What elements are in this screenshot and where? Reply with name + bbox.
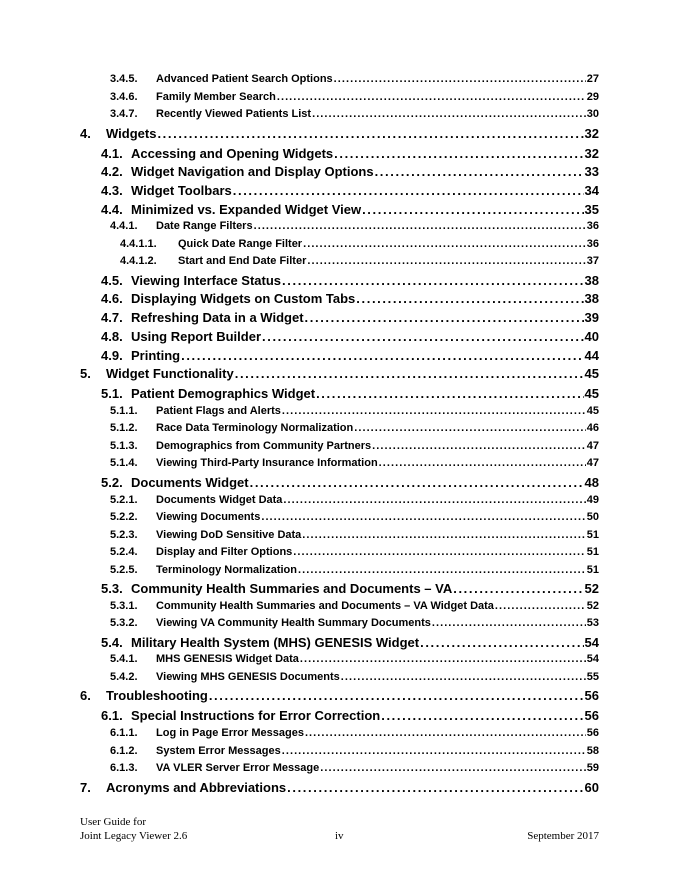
toc-dot-leader [250,475,584,490]
toc-entry-number: 4.7. [101,310,123,326]
footer-date: September 2017 [527,830,599,842]
toc-dot-leader [282,745,586,757]
toc-entry-number: 4.4.1. [110,220,138,233]
toc-entry-number: 6.1. [101,708,123,724]
toc-entry[interactable] [0,581,680,600]
toc-dot-leader [334,73,586,85]
toc-entry-title: System Error Messages [156,744,281,757]
toc-dot-leader [334,146,583,161]
toc-entry[interactable] [0,146,680,165]
toc-dot-leader [181,348,583,363]
toc-entry-title: Acronyms and Abbreviations [106,779,287,795]
toc-entry-title: Minimized vs. Expanded Widget View [131,201,362,217]
toc-entry-page: 36 [586,237,599,250]
toc-entry-title: Refreshing Data in a Widget [131,310,304,326]
footer-title-line-2: Joint Legacy Viewer 2.6 [80,830,188,842]
toc-dot-leader [453,581,583,596]
toc-entry-title: Viewing Third-Party Insurance Information [156,457,378,470]
toc-entry-number: 5.4.1. [110,653,138,666]
toc-dot-leader [261,511,585,523]
toc-entry[interactable] [0,708,680,727]
toc-entry-number: 5.2.5. [110,563,138,576]
toc-entry-number: 5.4. [101,634,123,650]
toc-dot-leader [233,183,584,198]
toc-entry-page: 37 [586,255,599,268]
toc-entry-number: 7. [80,779,91,795]
toc-entry[interactable] [0,671,680,689]
toc-entry-title: Widget Toolbars [131,182,232,198]
toc-entry-page: 56 [584,708,599,724]
toc-dot-leader [495,600,586,612]
toc-entry-number: 4.4.1.2. [120,255,157,268]
toc-entry-title: Patient Demographics Widget [131,386,316,402]
toc-entry-number: 4.4.1.1. [120,237,157,250]
toc-entry-page: 56 [586,727,599,740]
toc-entry-page: 34 [584,182,599,198]
toc-entry-page: 32 [584,125,599,141]
toc-entry[interactable] [0,405,680,423]
toc-entry[interactable] [0,422,680,440]
toc-entry[interactable] [0,635,680,654]
toc-entry-number: 5.2.4. [110,546,138,559]
toc-entry[interactable] [0,653,680,671]
toc-entry-page: 60 [584,779,599,795]
toc-entry-number: 4. [80,125,91,141]
toc-entry-number: 5. [80,366,91,382]
toc-entry[interactable] [0,617,680,635]
table-of-contents [0,73,680,800]
toc-entry-page: 54 [586,653,599,666]
toc-dot-leader [300,653,586,665]
toc-entry-page: 51 [586,546,599,559]
toc-dot-leader [235,366,584,381]
toc-entry-title: Family Member Search [156,90,276,103]
toc-dot-leader [287,780,583,795]
toc-entry-title: Race Data Terminology Normalization [156,422,354,435]
toc-dot-leader [375,164,584,179]
toc-entry[interactable] [0,126,680,146]
toc-entry-page: 59 [586,762,599,775]
toc-entry-title: Display and Filter Options [156,546,293,559]
toc-dot-leader [356,291,583,306]
toc-entry-number: 3.4.7. [110,108,138,120]
toc-dot-leader [432,617,586,629]
toc-entry-page: 52 [584,581,599,597]
toc-entry-title: Documents Widget [131,474,249,490]
toc-entry-number: 6.1.2. [110,744,138,757]
toc-entry-page: 51 [586,563,599,576]
toc-entry-page: 35 [584,201,599,217]
toc-entry-page: 40 [584,328,599,344]
toc-entry-number: 6. [80,688,91,704]
toc-entry-number: 5.1.3. [110,439,138,452]
toc-entry-title: Community Health Summaries and Documents – VA [131,581,453,597]
toc-entry-title: Terminology Normalization [156,563,297,576]
toc-entry-page: 54 [584,634,599,650]
toc-entry-title: Recently Viewed Patients List [156,108,312,120]
toc-entry[interactable] [0,564,680,582]
toc-entry-number: 5.1.1. [110,404,138,417]
toc-dot-leader [298,564,586,576]
toc-entry-title: Documents Widget Data [156,493,283,506]
toc-dot-leader [372,440,586,452]
footer-page-number: iv [335,830,344,842]
toc-entry-number: 5.2.1. [110,493,138,506]
toc-entry-number: 3.4.5. [110,73,138,85]
toc-entry[interactable] [0,291,680,310]
toc-entry-number: 5.1.4. [110,457,138,470]
toc-entry-page: 49 [586,493,599,506]
toc-entry-title: Viewing MHS GENESIS Documents [156,670,340,683]
toc-entry-page: 39 [584,310,599,326]
toc-entry-page: 56 [584,688,599,704]
toc-entry[interactable] [0,202,680,221]
toc-dot-leader [420,635,583,650]
toc-entry-page: 48 [584,474,599,490]
toc-entry-page: 29 [586,90,599,103]
toc-entry-title: Viewing Documents [156,511,261,524]
toc-entry[interactable] [0,329,680,348]
toc-entry[interactable] [0,511,680,529]
toc-entry[interactable] [0,727,680,745]
toc-entry-title: Viewing Interface Status [131,272,282,288]
toc-dot-leader [303,238,586,250]
toc-dot-leader [283,494,585,506]
toc-dot-leader [293,546,585,558]
toc-entry-number: 5.2. [101,474,123,490]
footer-document-title [80,815,187,843]
toc-dot-leader [209,688,584,703]
toc-entry-title: Viewing DoD Sensitive Data [156,528,302,541]
toc-entry-title: Military Health System (MHS) GENESIS Widget [131,634,420,650]
toc-entry-page: 30 [586,108,599,120]
toc-entry-title: Advanced Patient Search Options [156,73,333,85]
toc-entry[interactable] [0,780,680,800]
toc-entry-title: Special Instructions for Error Correction [131,708,381,724]
toc-entry-page: 45 [584,386,599,402]
toc-dot-leader [341,671,586,683]
toc-entry-page: 55 [586,670,599,683]
toc-dot-leader [381,708,583,723]
toc-dot-leader [307,255,585,267]
toc-entry-title: Viewing VA Community Health Summary Documents [156,617,431,630]
toc-entry-number: 4.9. [101,347,123,363]
toc-entry-number: 5.1. [101,386,123,402]
toc-entry-page: 58 [586,744,599,757]
toc-entry-title: Printing [131,347,181,363]
toc-entry[interactable] [0,688,680,708]
toc-entry[interactable] [0,164,680,183]
toc-entry[interactable] [0,348,680,367]
toc-entry[interactable] [0,546,680,564]
toc-entry-number: 5.3. [101,581,123,597]
toc-entry[interactable] [0,310,680,329]
toc-entry-number: 6.1.1. [110,727,138,740]
toc-entry-page: 50 [586,511,599,524]
toc-entry-title: Using Report Builder [131,328,262,344]
toc-entry-number: 5.3.1. [110,599,138,612]
toc-entry-number: 6.1.3. [110,762,138,775]
toc-entry[interactable] [0,386,680,405]
toc-entry-page: 51 [586,528,599,541]
toc-entry-number: 4.3. [101,182,123,198]
toc-entry-title: VA VLER Server Error Message [156,762,320,775]
toc-entry-page: 46 [586,422,599,435]
toc-entry-number: 4.2. [101,164,123,180]
toc-entry-title: Patient Flags and Alerts [156,404,281,417]
toc-entry-title: Widgets [106,125,157,141]
toc-entry-page: 38 [584,272,599,288]
toc-dot-leader [379,457,586,469]
toc-entry[interactable] [0,529,680,547]
toc-entry-title: Start and End Date Filter [178,255,307,268]
toc-dot-leader [282,273,584,288]
toc-entry[interactable] [0,745,680,763]
toc-entry-page: 33 [584,164,599,180]
toc-entry-number: 3.4.6. [110,90,138,103]
toc-entry[interactable] [0,255,680,273]
toc-entry[interactable] [0,73,680,91]
toc-entry-page: 52 [586,599,599,612]
toc-entry[interactable] [0,238,680,256]
toc-entry[interactable] [0,273,680,292]
toc-dot-leader [362,202,583,217]
toc-entry-title: Community Health Summaries and Documents – VA Widget Data [156,599,494,612]
toc-entry-number: 5.2.2. [110,511,138,524]
toc-entry-page: 27 [586,73,599,85]
toc-entry-title: Widget Functionality [106,366,234,382]
toc-entry[interactable] [0,457,680,475]
toc-entry[interactable] [0,366,680,386]
toc-entry-title: MHS GENESIS Widget Data [156,653,299,666]
toc-dot-leader [302,529,585,541]
toc-entry-number: 4.1. [101,145,123,161]
toc-dot-leader [262,329,584,344]
toc-entry-page: 32 [584,145,599,161]
toc-entry[interactable] [0,494,680,512]
footer-title-line-1: User Guide for [80,816,146,828]
toc-entry-number: 4.8. [101,328,123,344]
toc-entry-page: 47 [586,457,599,470]
toc-entry-page: 45 [586,404,599,417]
toc-entry[interactable] [0,108,680,126]
toc-entry[interactable] [0,475,680,494]
toc-entry[interactable] [0,762,680,780]
toc-entry-title: Troubleshooting [106,688,208,704]
toc-entry-title: Displaying Widgets on Custom Tabs [131,291,356,307]
toc-dot-leader [354,422,586,434]
toc-entry-number: 5.3.2. [110,617,138,630]
toc-entry-title: Widget Navigation and Display Options [131,164,374,180]
toc-entry[interactable] [0,183,680,202]
toc-entry[interactable] [0,91,680,109]
toc-entry-number: 4.5. [101,272,123,288]
toc-entry-title: Quick Date Range Filter [178,237,303,250]
toc-entry-page: 45 [584,366,599,382]
toc-entry-title: Accessing and Opening Widgets [131,145,334,161]
toc-entry-number: 5.2.3. [110,528,138,541]
toc-entry-title: Demographics from Community Partners [156,439,372,452]
toc-entry-number: 5.4.2. [110,670,138,683]
toc-entry-page: 53 [586,617,599,630]
toc-entry-page: 36 [586,220,599,233]
toc-entry[interactable] [0,220,680,238]
toc-dot-leader [277,91,586,103]
toc-dot-leader [320,762,586,774]
toc-dot-leader [316,386,583,401]
toc-entry[interactable] [0,440,680,458]
toc-dot-leader [157,126,583,141]
toc-entry-number: 4.6. [101,291,123,307]
toc-entry[interactable] [0,600,680,618]
toc-entry-page: 44 [584,347,599,363]
toc-entry-title: Log in Page Error Messages [156,727,304,740]
toc-entry-title: Date Range Filters [156,220,253,233]
toc-entry-number: 5.1.2. [110,422,138,435]
toc-dot-leader [305,310,584,325]
toc-entry-page: 38 [584,291,599,307]
toc-dot-leader [282,405,586,417]
toc-dot-leader [254,220,586,232]
toc-dot-leader [312,108,586,120]
toc-entry-number: 4.4. [101,201,123,217]
toc-dot-leader [305,727,586,739]
toc-entry-page: 47 [586,439,599,452]
